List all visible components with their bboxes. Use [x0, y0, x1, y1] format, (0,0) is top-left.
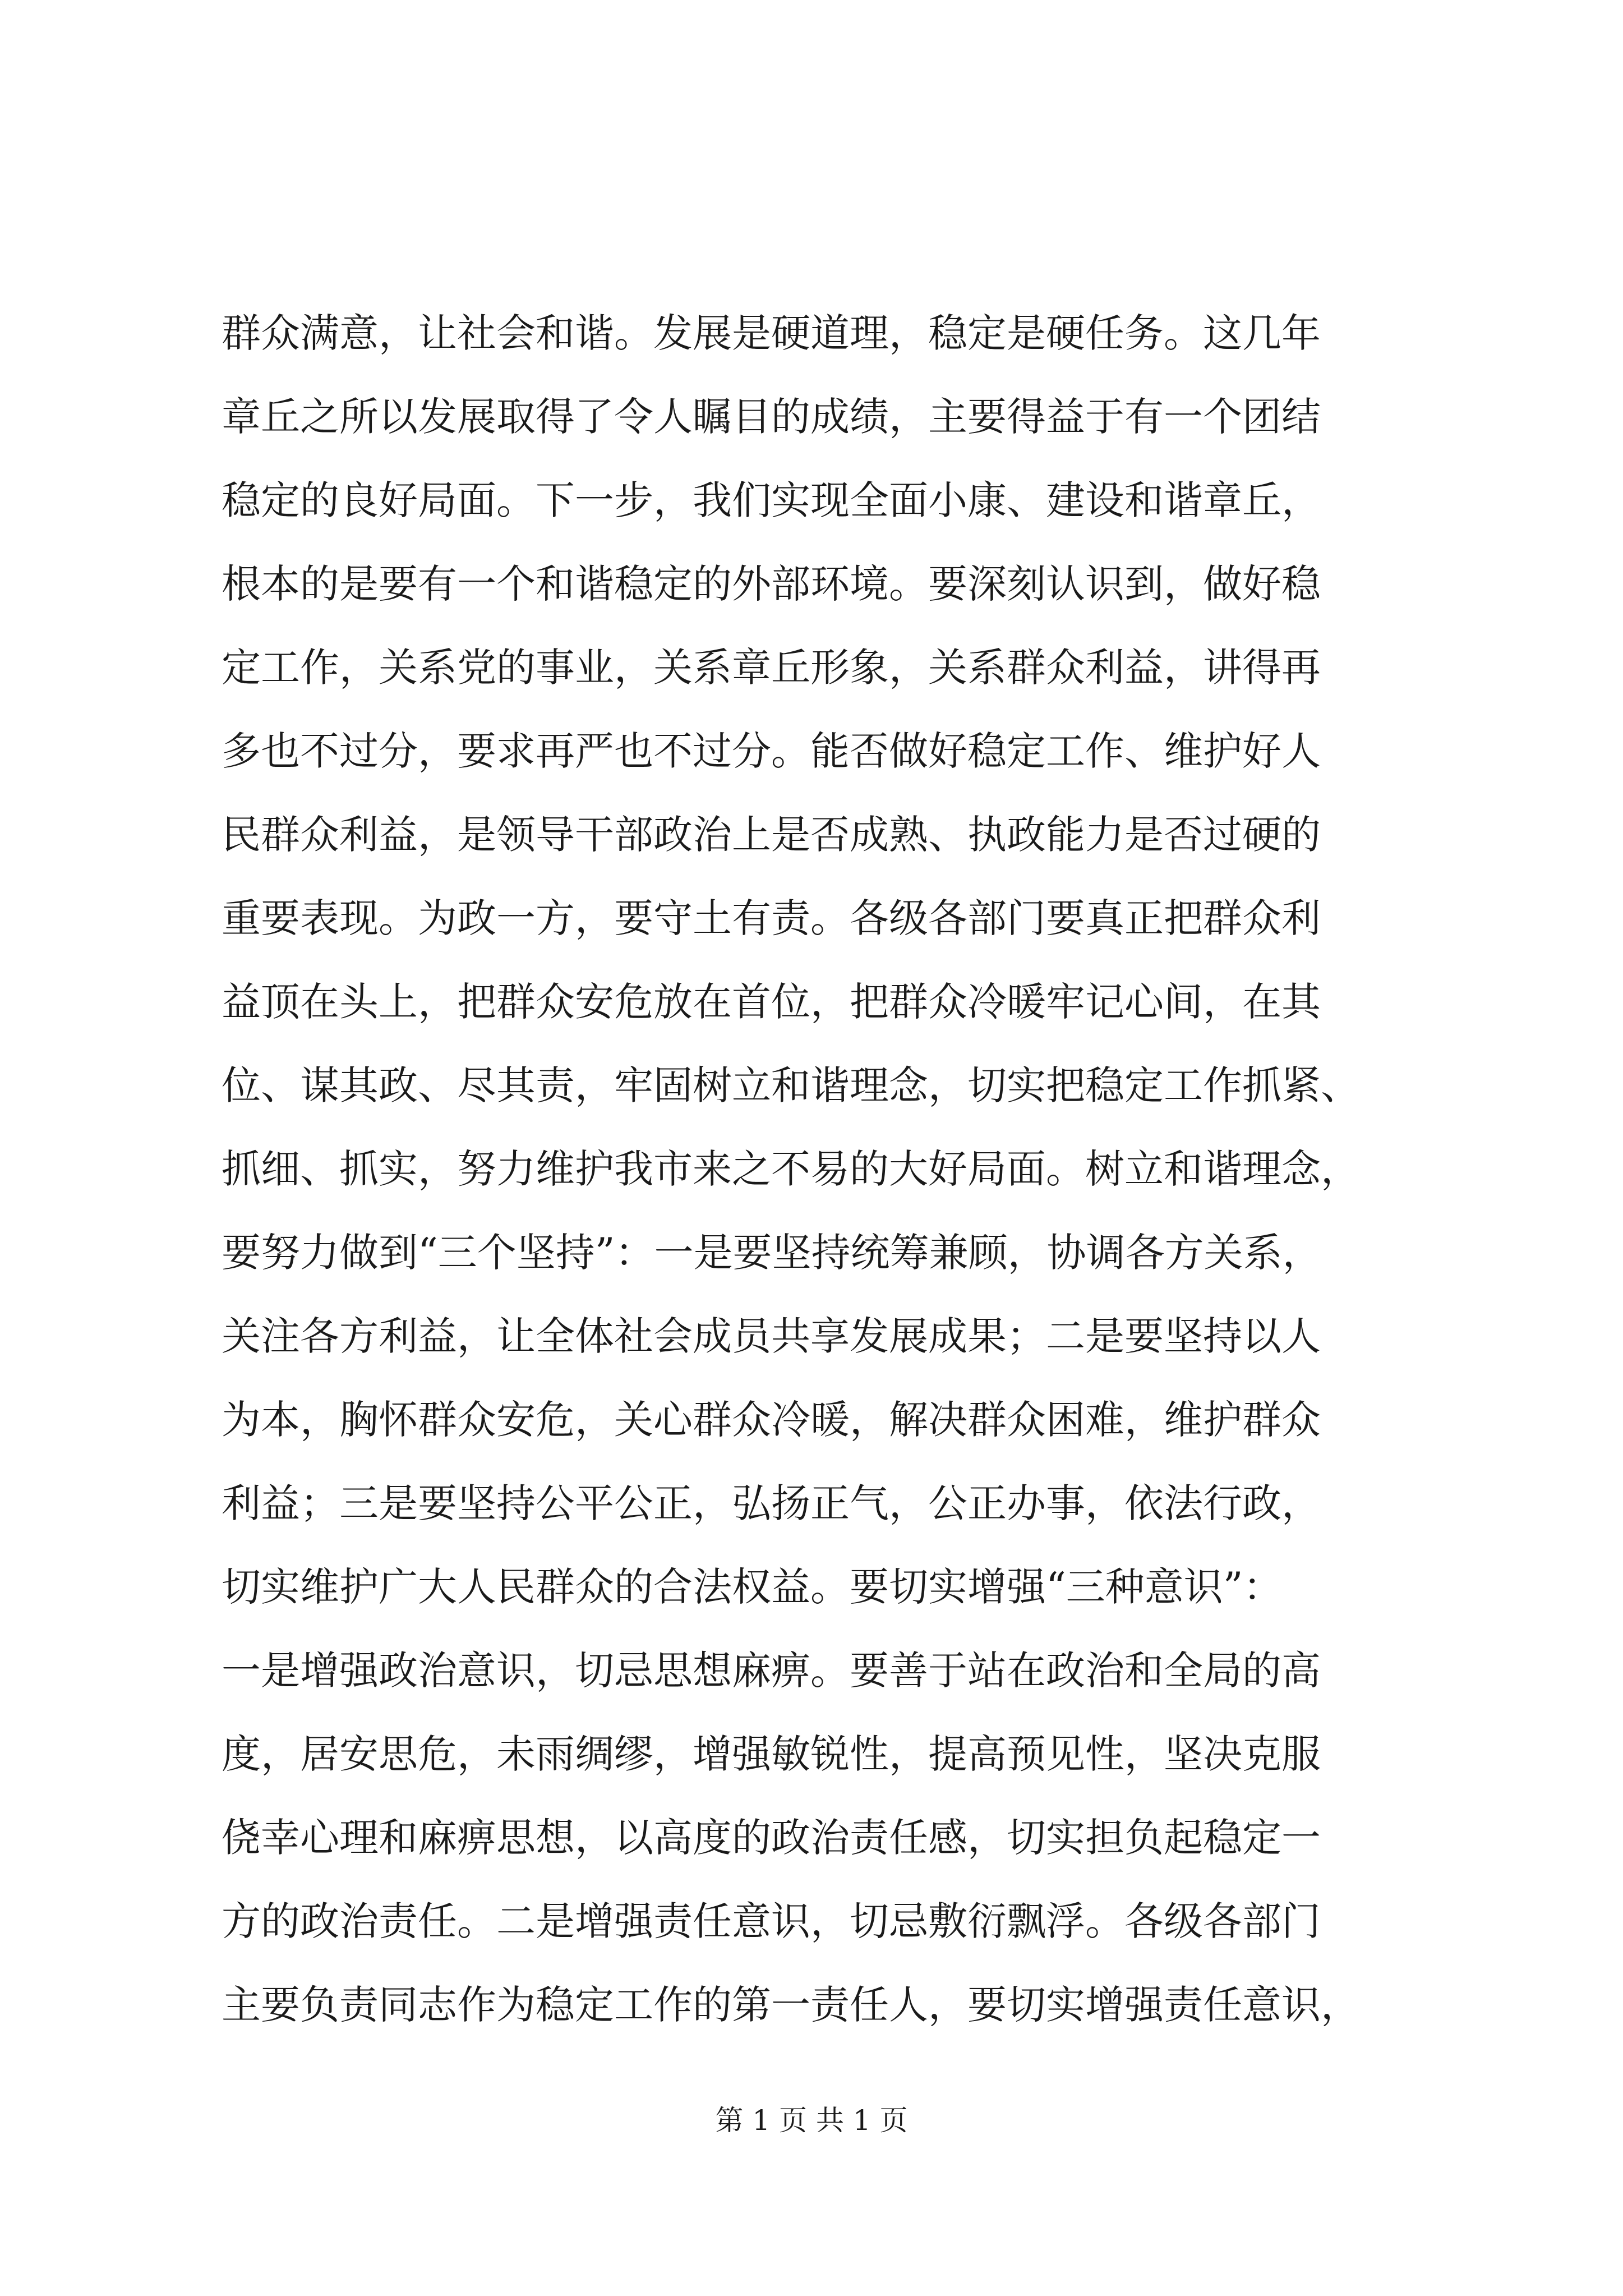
text-line: 位、谋其政、尽其责，牢固树立和谐理念，切实把稳定工作抓紧、 [222, 1062, 1360, 1108]
text-line: 侥幸心理和麻痹思想，以高度的政治责任感，切实担负起稳定一 [222, 1815, 1321, 1861]
text-line: 根本的是要有一个和谐稳定的外部环境。要深刻认识到，做好稳 [222, 561, 1321, 607]
text-line: 章丘之所以发展取得了令人瞩目的成绩，主要得益于有一个团结 [222, 394, 1321, 440]
text-line: 定工作，关系党的事业，关系章丘形象，关系群众利益，讲得再 [222, 645, 1321, 691]
text-line: 主要负责同志作为稳定工作的第一责任人，要切实增强责任意识， [222, 1982, 1360, 2028]
text-line: 要努力做到“三个坚持”：一是要坚持统筹兼顾，协调各方关系， [222, 1230, 1322, 1276]
text-line: 抓细、抓实，努力维护我市来之不易的大好局面。树立和谐理念， [222, 1146, 1360, 1192]
text-line: 民群众利益，是领导干部政治上是否成熟、执政能力是否过硬的 [222, 812, 1321, 858]
text-line: 多也不过分，要求再严也不过分。能否做好稳定工作、维护好人 [222, 728, 1321, 774]
page-number-label: 第 1 页 共 1 页 [715, 2104, 908, 2137]
text-line: 稳定的良好局面。下一步，我们实现全面小康、建设和谐章丘， [222, 477, 1321, 523]
page-footer [0, 2101, 1623, 2140]
document-body [222, 292, 1410, 2047]
text-line: 一是增强政治意识，切忌思想麻痹。要善于站在政治和全局的高 [222, 1648, 1321, 1694]
text-line: 群众满意，让社会和谐。发展是硬道理，稳定是硬任务。这几年 [222, 310, 1321, 356]
text-line: 方的政治责任。二是增强责任意识，切忌敷衍飘浮。各级各部门 [222, 1898, 1321, 1944]
text-line: 度，居安思危，未雨绸缪，增强敏锐性，提高预见性，坚决克服 [222, 1731, 1321, 1777]
text-line: 利益；三是要坚持公平公正，弘扬正气，公正办事，依法行政， [222, 1480, 1321, 1526]
text-line: 重要表现。为政一方，要守土有责。各级各部门要真正把群众利 [222, 895, 1321, 941]
text-line: 关注各方利益，让全体社会成员共享发展成果；二是要坚持以人 [222, 1313, 1321, 1359]
text-line: 为本，胸怀群众安危，关心群众冷暖，解决群众困难，维护群众 [222, 1397, 1321, 1443]
text-line: 益顶在头上，把群众安危放在首位，把群众冷暖牢记心间，在其 [222, 979, 1321, 1025]
text-line: 切实维护广大人民群众的合法权益。要切实增强“三种意识”： [222, 1564, 1283, 1610]
